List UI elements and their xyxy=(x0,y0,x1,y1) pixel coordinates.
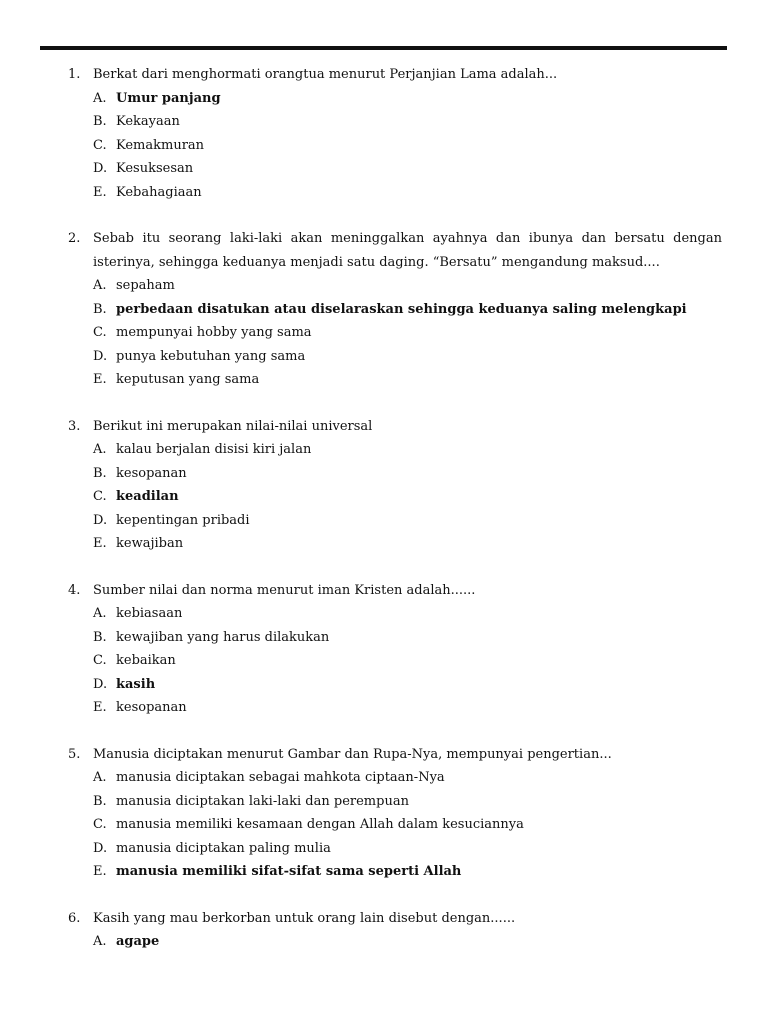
option-letter: E. xyxy=(93,372,107,387)
option-text: kewajiban yang harus dilakukan xyxy=(116,629,330,645)
option-c xyxy=(0,321,768,345)
option-d xyxy=(0,837,768,861)
question-number: 3. xyxy=(68,418,81,434)
option-letter: B. xyxy=(93,114,107,129)
question-number-cell xyxy=(0,63,93,87)
question-text: Sebab itu seorang laki-laki akan meninggalkan ayahnya dan ibunya dan bersatu dengan isterinya, sehingga keduanya menjadi satu daging. “Bersatu” mengandung maksud.... xyxy=(93,231,722,270)
option-text: manusia diciptakan laki-laki dan perempuan xyxy=(116,793,409,809)
question-text: Manusia diciptakan menurut Gambar dan Rupa-Nya, mempunyai pengertian... xyxy=(93,746,612,762)
option-d xyxy=(0,509,768,533)
option-e xyxy=(0,860,768,884)
option-letter: E. xyxy=(93,864,107,879)
option-e xyxy=(0,696,768,720)
option-c xyxy=(0,485,768,509)
question-1 xyxy=(0,63,768,204)
option-letter: A. xyxy=(93,442,107,457)
option-text: Kekayaan xyxy=(116,114,180,129)
option-text-answer: kasih xyxy=(116,676,156,692)
option-a xyxy=(0,602,768,626)
option-text-answer: keadilan xyxy=(116,489,179,504)
option-text: kesopanan xyxy=(116,465,187,481)
option-text: kesopanan xyxy=(116,700,187,715)
option-e xyxy=(0,368,768,392)
option-a xyxy=(0,438,768,462)
option-text: manusia memiliki kesamaan dengan Allah dalam kesuciannya xyxy=(116,817,524,832)
option-text: Kemakmuran xyxy=(116,137,205,153)
option-c xyxy=(0,649,768,673)
option-letter: B. xyxy=(93,301,107,317)
option-letter: C. xyxy=(93,817,107,832)
option-b xyxy=(0,790,768,814)
option-a xyxy=(0,87,768,111)
question-text: Sumber nilai dan norma menurut iman Kristen adalah...... xyxy=(93,582,476,598)
question-2 xyxy=(0,227,768,392)
question-5 xyxy=(0,743,768,884)
option-b xyxy=(0,626,768,650)
option-a xyxy=(0,930,768,954)
question-number: 4. xyxy=(68,582,81,598)
option-letter: E. xyxy=(93,536,107,551)
question-number-cell xyxy=(0,227,93,251)
option-c xyxy=(0,813,768,837)
question-6 xyxy=(0,907,768,954)
option-d xyxy=(0,673,768,697)
option-a xyxy=(0,766,768,790)
option-a xyxy=(0,274,768,298)
option-text-answer: manusia memiliki sifat-sifat sama seperti Allah xyxy=(116,864,462,879)
option-letter: D. xyxy=(93,512,108,528)
question-3 xyxy=(0,415,768,556)
option-text: Kesuksesan xyxy=(116,161,194,176)
option-text: mempunyai hobby yang sama xyxy=(116,325,312,340)
option-text: Kebahagiaan xyxy=(116,184,202,200)
question-text: Berkat dari menghormati orangtua menurut Perjanjian Lama adalah... xyxy=(93,67,558,82)
question-number: 2. xyxy=(68,231,81,246)
option-letter: D. xyxy=(93,161,108,176)
option-letter: A. xyxy=(93,770,107,785)
question-stem xyxy=(0,415,768,439)
option-letter: D. xyxy=(93,840,108,856)
option-b xyxy=(0,110,768,134)
option-letter: A. xyxy=(93,90,107,106)
option-c xyxy=(0,134,768,158)
option-text: kalau berjalan disisi kiri jalan xyxy=(116,442,312,457)
question-stem xyxy=(0,227,768,274)
option-text: punya kebutuhan yang sama xyxy=(116,348,306,364)
option-text: kewajiban xyxy=(116,536,184,551)
option-letter: C. xyxy=(93,653,107,668)
option-b xyxy=(0,462,768,486)
option-d xyxy=(0,345,768,369)
option-letter: B. xyxy=(93,793,107,809)
question-number-cell xyxy=(0,415,93,439)
option-text: manusia diciptakan paling mulia xyxy=(116,840,331,856)
option-letter: D. xyxy=(93,676,108,692)
question-stem xyxy=(0,743,768,767)
top-rule-divider xyxy=(40,46,727,50)
question-number-cell xyxy=(0,743,93,767)
option-letter: A. xyxy=(93,278,107,293)
question-list xyxy=(0,63,768,977)
option-letter: C. xyxy=(93,489,107,504)
option-text: kebiasaan xyxy=(116,606,183,621)
option-text: kebaikan xyxy=(116,653,176,668)
option-letter: B. xyxy=(93,465,107,481)
question-number: 5. xyxy=(68,746,81,762)
option-letter: A. xyxy=(93,606,107,621)
option-text: kepentingan pribadi xyxy=(116,512,250,528)
option-letter: D. xyxy=(93,348,108,364)
question-stem xyxy=(0,63,768,87)
option-letter: C. xyxy=(93,137,107,153)
option-text: keputusan yang sama xyxy=(116,372,260,387)
question-number: 1. xyxy=(68,67,81,82)
option-text-answer: perbedaan disatukan atau diselaraskan sehingga keduanya saling melengkapi xyxy=(116,301,687,317)
option-letter: A. xyxy=(93,934,107,949)
option-text: sepaham xyxy=(116,278,175,293)
question-number: 6. xyxy=(68,910,81,926)
option-d xyxy=(0,157,768,181)
question-text: Berikut ini merupakan nilai-nilai universal xyxy=(93,418,373,434)
question-text: Kasih yang mau berkorban untuk orang lain disebut dengan...... xyxy=(93,910,516,926)
option-text-answer: Umur panjang xyxy=(116,90,221,106)
option-e xyxy=(0,181,768,205)
option-b xyxy=(0,298,768,322)
option-letter: B. xyxy=(93,629,107,645)
question-number-cell xyxy=(0,907,93,931)
question-number-cell xyxy=(0,579,93,603)
question-stem xyxy=(0,579,768,603)
option-text: manusia diciptakan sebagai mahkota ciptaan-Nya xyxy=(116,770,445,785)
option-letter: C. xyxy=(93,325,107,340)
option-text-answer: agape xyxy=(116,934,160,949)
question-stem xyxy=(0,907,768,931)
option-e xyxy=(0,532,768,556)
option-letter: E. xyxy=(93,700,107,715)
option-letter: E. xyxy=(93,184,107,200)
question-4 xyxy=(0,579,768,720)
